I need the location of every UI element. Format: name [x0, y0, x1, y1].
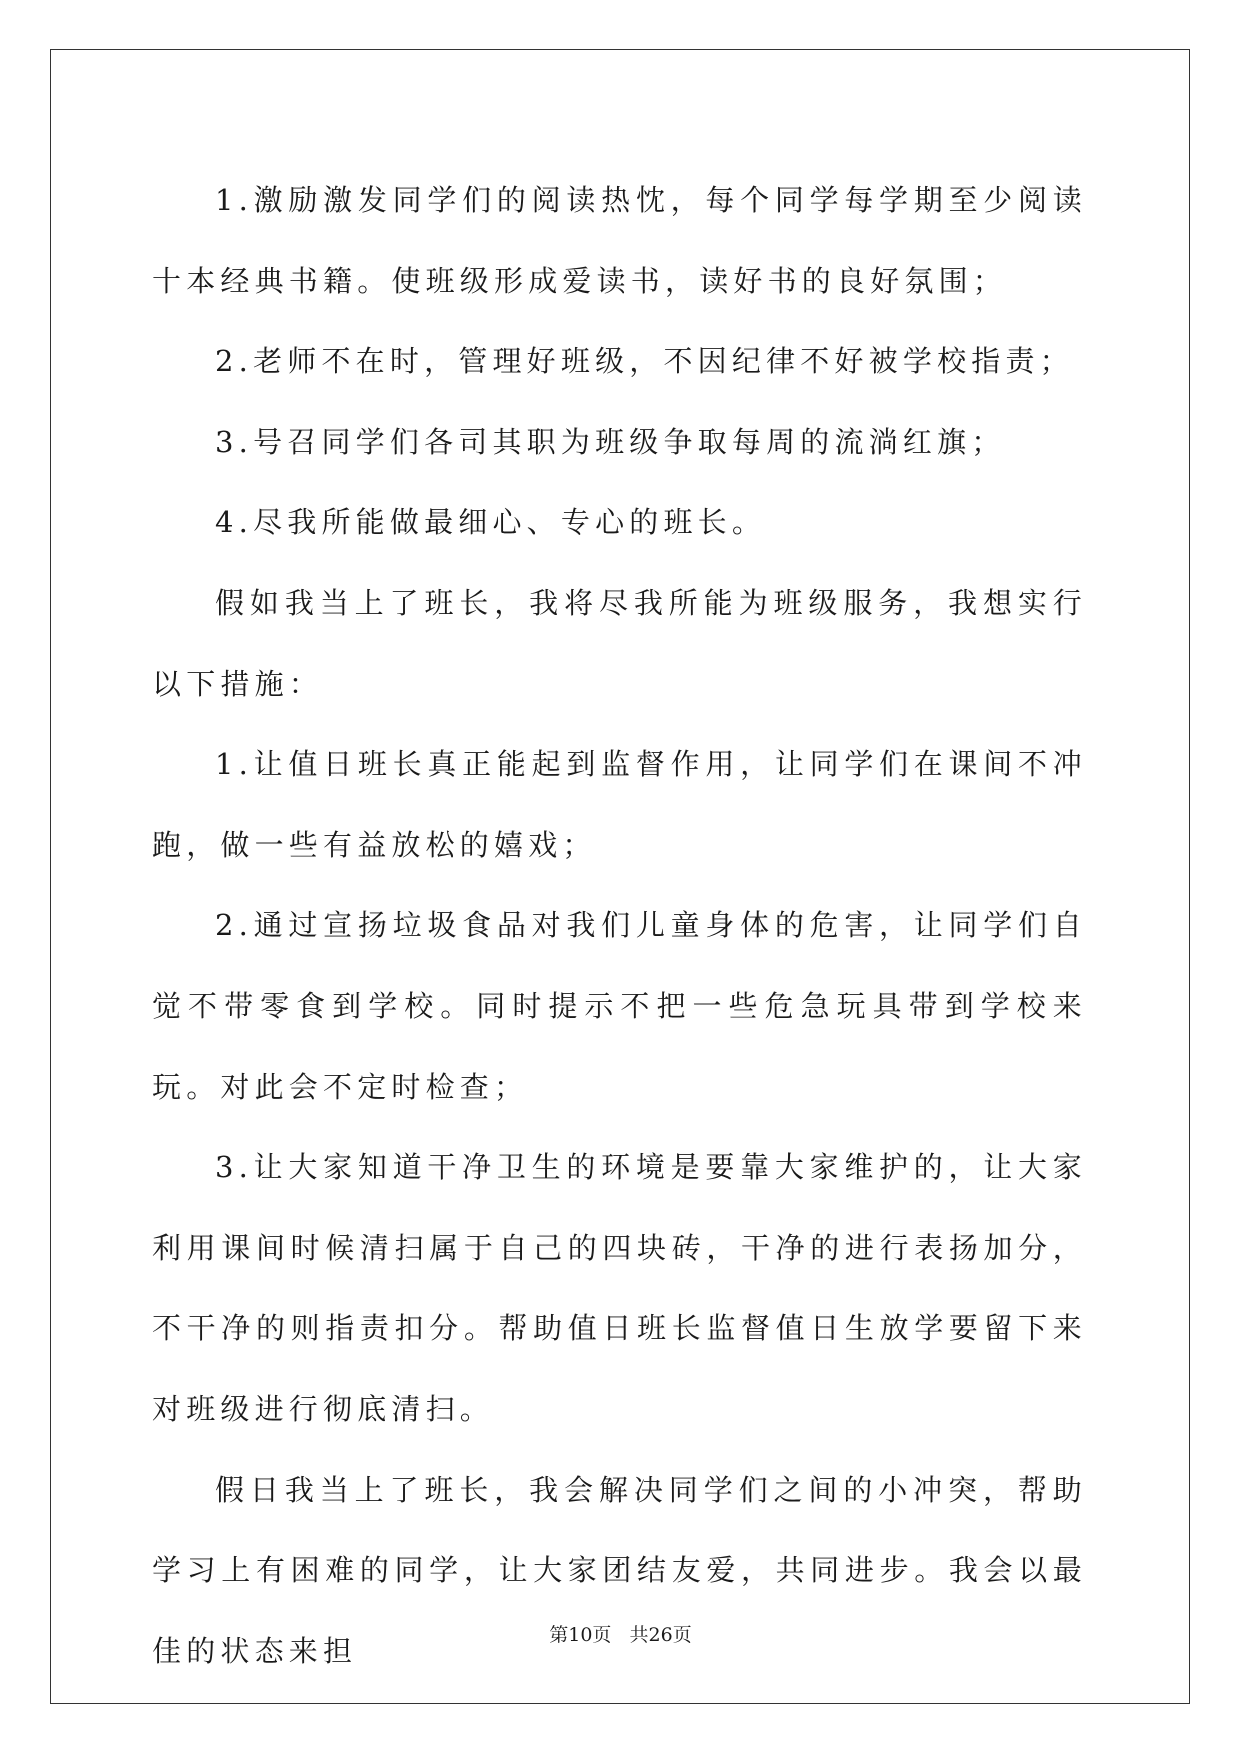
- paragraph-8: 3.让大家知道干净卫生的环境是要靠大家维护的，让大家利用课间时候清扫属于自己的四块砖，干净的进行表扬加分，不干净的则指责扣分。帮助值日班长监督值日生放学要留下来对班级进行彻底清扫。: [152, 1150, 1087, 1426]
- paragraph-7: 2.通过宣扬垃圾食品对我们儿童身体的危害，让同学们自觉不带零食到学校。同时提示不把一些危急玩具带到学校来玩。对此会不定时检查；: [152, 908, 1087, 1104]
- paragraph-2: 2.老师不在时，管理好班级，不因纪律不好被学校指责；: [215, 344, 1074, 379]
- paragraph-4: 4.尽我所能做最细心、专心的班长。: [215, 505, 767, 540]
- paragraph-6: 1.让值日班长真正能起到监督作用，让同学们在课间不冲跑，做一些有益放松的嬉戏；: [152, 747, 1087, 862]
- document-body: [152, 160, 1087, 1691]
- page-number-footer: 第10页 共26页: [549, 1624, 692, 1646]
- paragraph-3: 3.号召同学们各司其职为班级争取每周的流淌红旗；: [215, 424, 1006, 459]
- paragraph-5: 假如我当上了班长，我将尽我所能为班级服务，我想实行以下措施：: [152, 585, 1087, 701]
- paragraph-9: 假日我当上了班长，我会解决同学们之间的小冲突，帮助学习上有困难的同学，让大家团结友爱，共同进步。我会以最佳的状态来担: [152, 1472, 1087, 1668]
- paragraph-1: 1.激励激发同学们的阅读热忱，每个同学每学期至少阅读十本经典书籍。使班级形成爱读书，读好书的良好氛围；: [152, 183, 1087, 298]
